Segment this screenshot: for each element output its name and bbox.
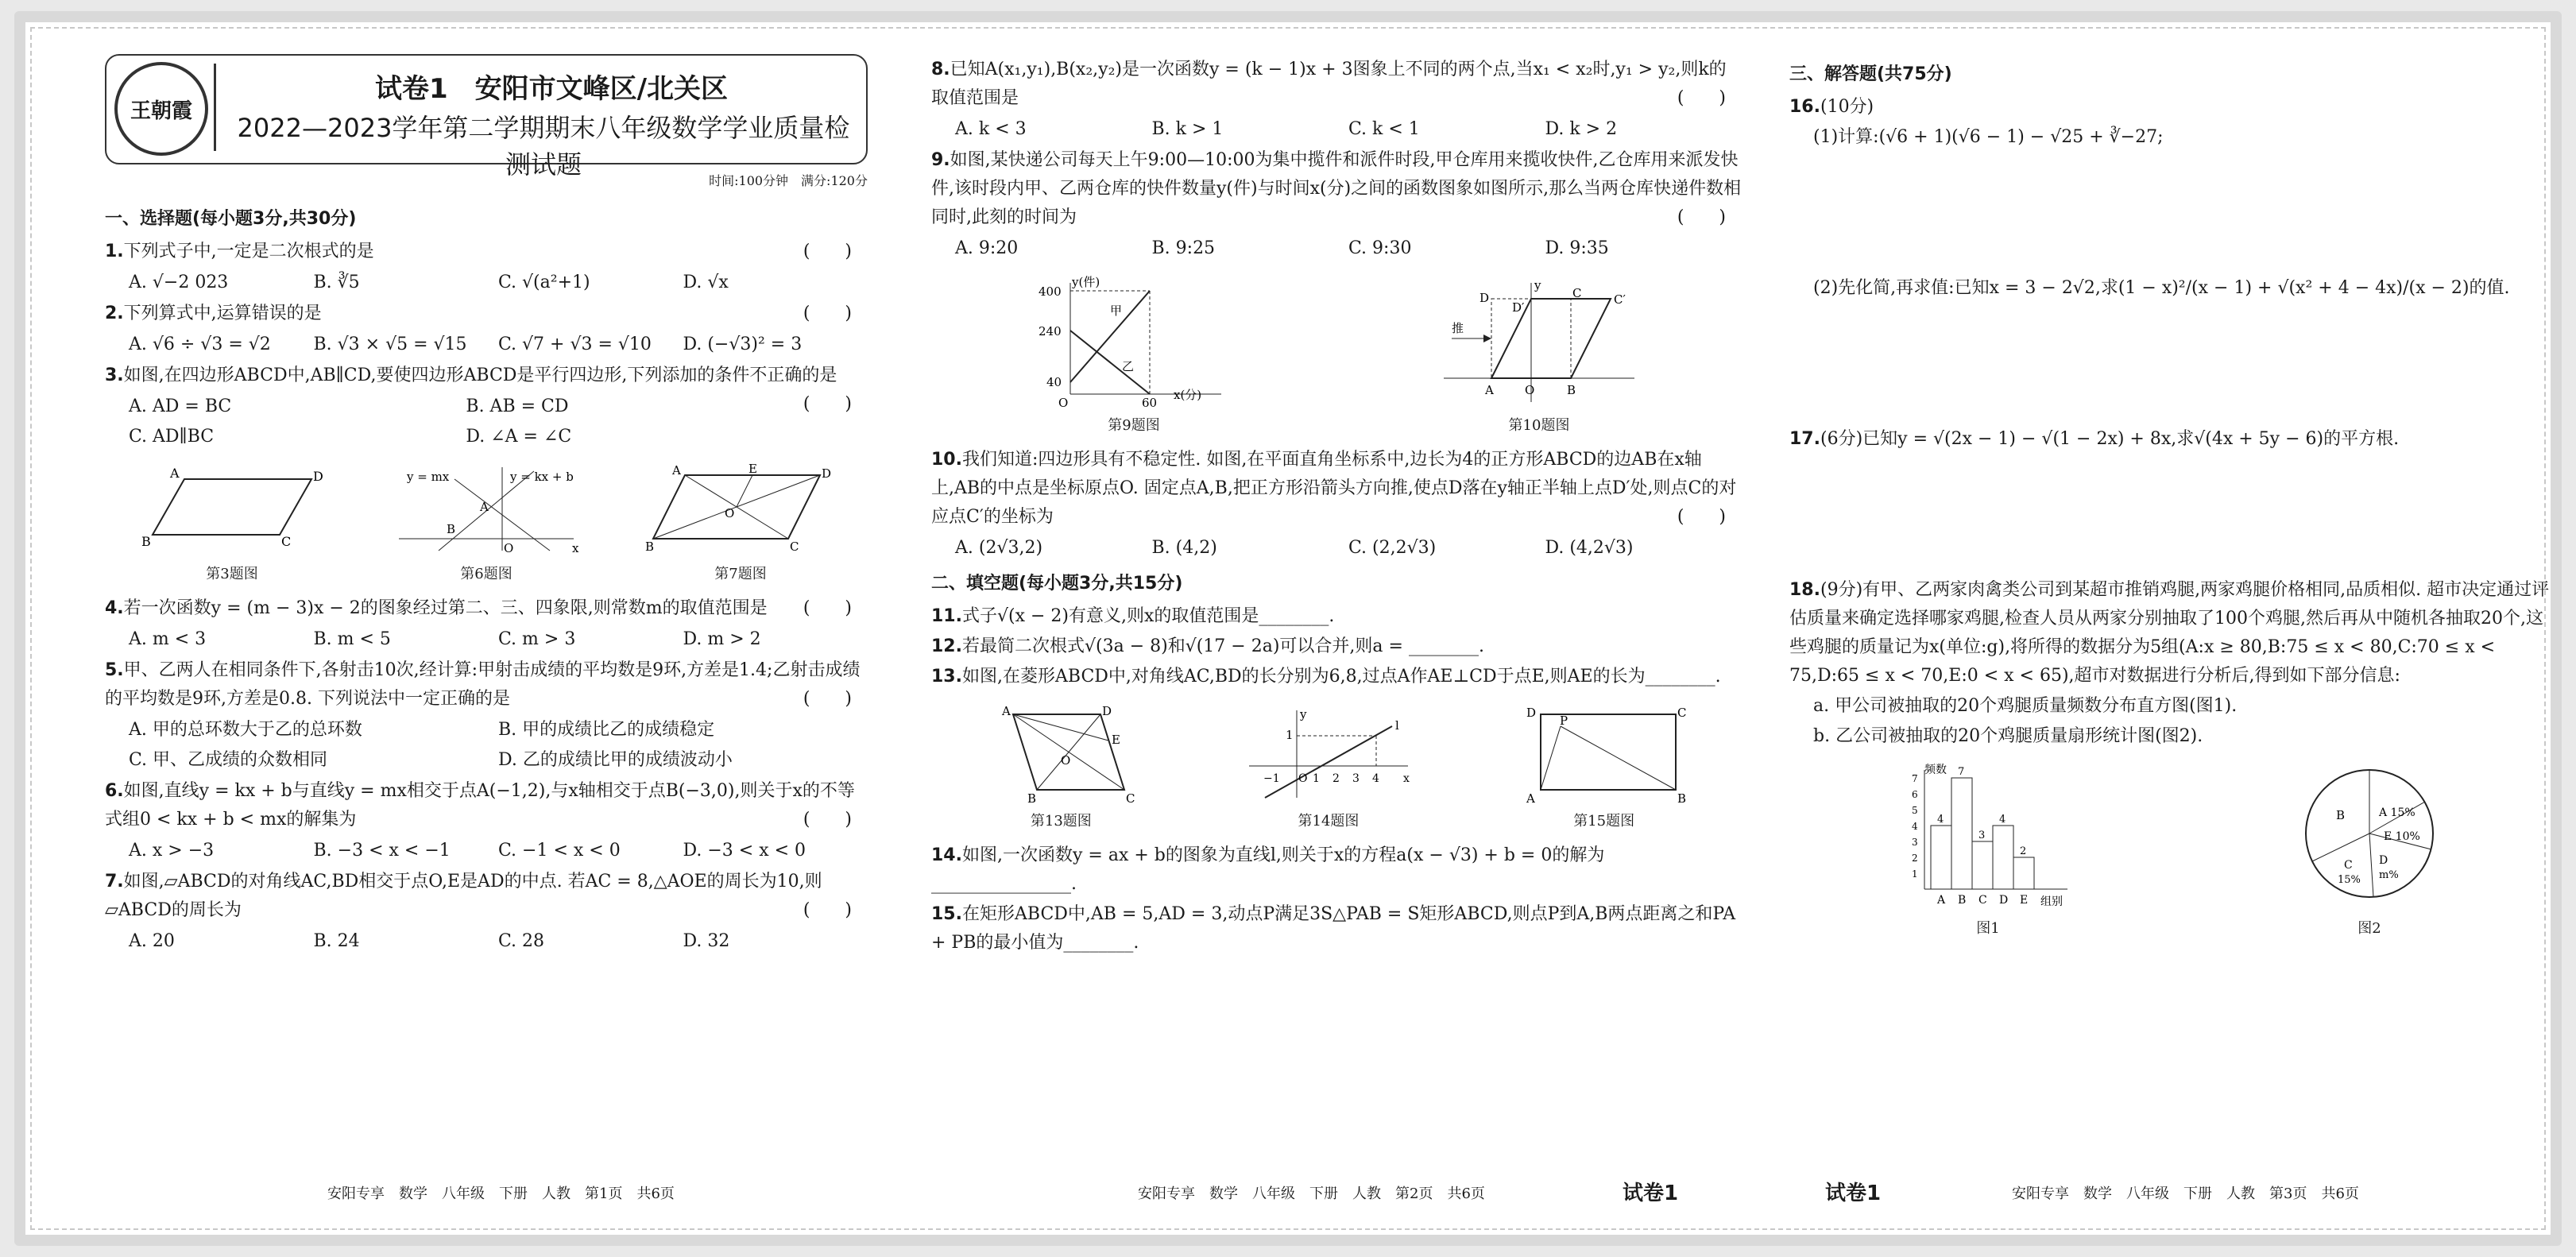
option: B. m < 5 bbox=[313, 629, 391, 649]
question-17 bbox=[1789, 425, 2552, 454]
figures-row-2 bbox=[931, 275, 1742, 435]
svg-text:B: B bbox=[141, 534, 151, 549]
category-label: B bbox=[1958, 894, 1967, 907]
option: A. 9:20 bbox=[955, 238, 1019, 258]
q-number: 3. bbox=[105, 365, 124, 385]
q2-options bbox=[129, 330, 868, 360]
svg-text:P: P bbox=[1559, 714, 1568, 728]
figures-row-3 bbox=[931, 702, 1742, 830]
svg-text:40: 40 bbox=[1046, 375, 1062, 389]
q-text: (9分)有甲、乙两家肉禽类公司到某超市推销鸡腿,两家鸡腿价格相同,品质相似. 超市决定通过评估质量来确定选择哪家鸡腿,检查人员从两家分别抽取了100个鸡腿,然后再从中随机各抽取20个,这些鸡腿的质量记为x(单位:g),将所得的数据分为5组(A:x ≥ 80,B:75 ≤ x < 80,C:70 ≤ x < 75,D:65 ≤ x < 70,E:0 < x < 65),超市对数据进行分析后,得到如下部分信息: bbox=[1789, 580, 2550, 686]
category-label: A bbox=[1937, 894, 1946, 907]
option: C. √7 + √3 = √10 bbox=[498, 335, 652, 354]
pie-label: C bbox=[2344, 859, 2353, 872]
answer-paren: ( ) bbox=[803, 304, 852, 323]
option: D. k > 2 bbox=[1545, 119, 1618, 139]
q4-options bbox=[129, 625, 868, 655]
question-4 bbox=[105, 594, 868, 623]
histogram-bar bbox=[1951, 778, 1972, 889]
pie-label: A 15% bbox=[2379, 806, 2415, 819]
bar-label: 3 bbox=[1978, 830, 1986, 841]
section-3-title: 三、解答题(共75分) bbox=[1789, 64, 1952, 84]
question-2 bbox=[105, 300, 868, 328]
option: D. 32 bbox=[683, 931, 730, 951]
footer-page-3: 安阳专享 数学 八年级 下册 人教 第3页 共6页 bbox=[2012, 1185, 2359, 1202]
option: D. 乙的成绩比甲的成绩波动小 bbox=[498, 750, 733, 770]
svg-text:A: A bbox=[480, 500, 489, 514]
question-10 bbox=[931, 446, 1742, 532]
figure-q13 bbox=[981, 702, 1140, 830]
svg-text:D: D bbox=[822, 466, 832, 481]
q-number: 15. bbox=[931, 904, 962, 924]
pie-chart bbox=[2290, 762, 2449, 913]
svg-text:x: x bbox=[572, 541, 579, 555]
question-11 bbox=[931, 602, 1742, 631]
option: C. AD∥BC bbox=[129, 427, 215, 447]
figures-row-1 bbox=[105, 463, 868, 583]
exam-meta: 时间:100分钟 满分:120分 bbox=[709, 173, 868, 188]
rectangle-figure bbox=[1517, 702, 1692, 806]
option: C. k < 1 bbox=[1348, 119, 1420, 139]
category-label: E bbox=[2020, 894, 2029, 907]
q-text: 如图,在四边形ABCD中,AB∥CD,要使四边形ABCD是平行四边形,下列添加的条件不正确的是 bbox=[123, 365, 837, 385]
option: A. 20 bbox=[129, 931, 175, 951]
bar-label: 4 bbox=[1999, 814, 2006, 826]
q3-options bbox=[129, 392, 803, 452]
q7-options bbox=[129, 926, 868, 957]
svg-text:C: C bbox=[1572, 286, 1582, 300]
question-5 bbox=[105, 656, 868, 714]
option: C. m > 3 bbox=[498, 629, 576, 649]
histogram-bar bbox=[1993, 826, 2013, 889]
figure-caption: 第9题图 bbox=[1108, 417, 1160, 434]
option: A. √−2 023 bbox=[129, 273, 229, 292]
histogram-bar bbox=[1972, 841, 1993, 889]
svg-text:O: O bbox=[504, 541, 514, 555]
option: B. 9:25 bbox=[1151, 238, 1216, 258]
q-text: (6分)已知y = √(2x − 1) − √(1 − 2x) + 8x,求√(4x + 5y − 6)的平方根. bbox=[1820, 429, 2400, 449]
footer-page-1: 安阳专享 数学 八年级 下册 人教 第1页 共6页 bbox=[327, 1185, 675, 1202]
option: D. −3 < x < 0 bbox=[683, 841, 806, 861]
question-18 bbox=[1789, 576, 2552, 690]
svg-text:A: A bbox=[1526, 791, 1535, 806]
question-15 bbox=[931, 900, 1742, 957]
svg-text:E: E bbox=[1112, 733, 1121, 747]
q16-part1: (1)计算:(√6 + 1)(√6 − 1) − √25 + ∛−27; bbox=[1813, 127, 2164, 147]
answer-paren: ( ) bbox=[1677, 207, 1726, 227]
y-tick: 3 bbox=[1912, 837, 1918, 848]
option: C. √(a²+1) bbox=[498, 273, 590, 292]
svg-text:B: B bbox=[645, 540, 655, 554]
svg-text:−1: −1 bbox=[1263, 772, 1280, 785]
option: B. 24 bbox=[313, 931, 360, 951]
q-text: 如图,▱ABCD的对角线AC,BD相交于点O,E是AD的中点. 若AC = 8,△AOE的周长为10,则▱ABCD的周长为 bbox=[105, 872, 822, 920]
option: A. k < 3 bbox=[955, 119, 1027, 139]
answer-paren: ( ) bbox=[803, 900, 852, 920]
svg-text:D: D bbox=[313, 469, 323, 484]
figure-caption: 第7题图 bbox=[714, 566, 767, 582]
svg-text:1: 1 bbox=[1312, 772, 1320, 785]
svg-text:400: 400 bbox=[1039, 284, 1062, 299]
figure-q3 bbox=[137, 463, 327, 583]
q-text: 若最简二次根式√(3a − 8)和√(17 − 2a)可以合并,则a = ________. bbox=[961, 636, 1484, 656]
option: A. 甲的总环数大于乙的总环数 bbox=[129, 720, 362, 740]
option: A. AD = BC bbox=[129, 396, 232, 416]
svg-text:乙: 乙 bbox=[1122, 359, 1135, 373]
option: B. AB = CD bbox=[466, 396, 569, 416]
q-number: 12. bbox=[931, 636, 962, 656]
svg-text:D: D bbox=[1102, 704, 1112, 718]
figure-caption: 图1 bbox=[1976, 920, 2000, 937]
q-text: 下列式子中,一定是二次根式的是 bbox=[123, 242, 374, 261]
q1-options bbox=[129, 268, 868, 298]
figure-caption: 图2 bbox=[2357, 920, 2381, 937]
histogram-bar bbox=[1931, 826, 1951, 889]
bar-label: 4 bbox=[1937, 814, 1944, 826]
parallelogram-figure bbox=[137, 463, 327, 559]
svg-text:D: D bbox=[1526, 706, 1536, 720]
x-label: 组别 bbox=[2040, 895, 2063, 908]
q-text: 在矩形ABCD中,AB = 5,AD = 3,动点P满足3S△PAB = S矩形ABCD,则点P到A,B两点距离之和PA + PB的最小值为________. bbox=[931, 904, 1736, 953]
histogram-figure bbox=[1893, 762, 2083, 938]
answer-space bbox=[1789, 153, 2552, 273]
q10-options bbox=[955, 533, 1742, 563]
title-box bbox=[105, 54, 868, 180]
section-1-title: 一、选择题(每小题3分,共30分) bbox=[105, 209, 357, 229]
parallelogram-diagonals-figure bbox=[645, 463, 836, 559]
question-6 bbox=[105, 777, 868, 834]
option: B. k > 1 bbox=[1151, 119, 1224, 139]
pie-label: m% bbox=[2379, 869, 2399, 881]
question-8 bbox=[931, 56, 1742, 113]
svg-text:240: 240 bbox=[1039, 324, 1062, 338]
q-number: 16. bbox=[1789, 97, 1820, 117]
y-tick: 5 bbox=[1912, 805, 1918, 816]
answer-paren: ( ) bbox=[803, 598, 852, 618]
q8-options bbox=[955, 114, 1742, 145]
footer-page-2: 安阳专享 数学 八年级 下册 人教 第2页 共6页 bbox=[1138, 1185, 1485, 1202]
option: B. 甲的成绩比乙的成绩稳定 bbox=[498, 720, 715, 740]
pie-label: 15% bbox=[2338, 874, 2361, 886]
svg-text:B: B bbox=[1027, 791, 1037, 806]
line-l-figure bbox=[1241, 702, 1416, 806]
svg-text:A: A bbox=[170, 466, 180, 481]
svg-text:2: 2 bbox=[1332, 772, 1340, 785]
svg-text:C: C bbox=[790, 540, 799, 554]
rhombus-figure bbox=[981, 702, 1140, 806]
y-tick: 7 bbox=[1912, 773, 1918, 784]
exam-subtitle: 2022—2023学年第二学期期末八年级数学学业质量检测试题 bbox=[237, 113, 850, 180]
q-text: 式子√(x − 2)有意义,则x的取值范围是________. bbox=[961, 606, 1335, 626]
option: C. 28 bbox=[498, 931, 545, 951]
answer-space bbox=[1789, 455, 2552, 574]
svg-text:O: O bbox=[1061, 753, 1071, 768]
q-text: 若一次函数y = (m − 3)x − 2的图象经过第二、三、四象限,则常数m的取值范围是 bbox=[123, 598, 768, 618]
y-tick: 1 bbox=[1912, 868, 1918, 880]
svg-text:60: 60 bbox=[1142, 396, 1158, 410]
q-text: 我们知道:四边形具有不稳定性. 如图,在平面直角坐标系中,边长为4的正方形ABCD的边AB在x轴上,AB的中点是坐标原点O. 固定点A,B,把正方形沿箭头方向推,使点D落在y轴正半轴上点D′处,则点C的对应点C′的坐标为 bbox=[931, 450, 1737, 527]
answer-paren: ( ) bbox=[1677, 507, 1726, 527]
svg-text:O: O bbox=[1058, 396, 1069, 410]
q-score: (10分) bbox=[1820, 97, 1874, 117]
figure-caption: 第13题图 bbox=[1030, 813, 1092, 830]
q-text: 如图,在菱形ABCD中,对角线AC,BD的长分别为6,8,过点A作AE⊥CD于点E,则AE的长为________. bbox=[961, 667, 1721, 687]
figure-caption: 第10题图 bbox=[1508, 417, 1570, 434]
svg-text:x(分): x(分) bbox=[1174, 388, 1202, 402]
svg-text:l: l bbox=[1394, 718, 1399, 733]
section-2-title: 二、填空题(每小题3分,共15分) bbox=[931, 574, 1183, 594]
exam-title: 试卷1 安阳市文峰区/北关区 bbox=[374, 73, 729, 105]
q-number: 13. bbox=[931, 667, 962, 687]
svg-text:x: x bbox=[1402, 772, 1410, 785]
svg-text:O: O bbox=[725, 506, 735, 520]
q-number: 8. bbox=[931, 60, 950, 79]
bar-label: 2 bbox=[2020, 845, 2027, 857]
figure-q14 bbox=[1241, 702, 1416, 830]
q5-options bbox=[129, 715, 868, 775]
pie-label: E 10% bbox=[2384, 830, 2420, 843]
q-number: 7. bbox=[105, 872, 124, 892]
answer-space bbox=[1789, 304, 2552, 424]
option: C. −1 < x < 0 bbox=[498, 841, 621, 861]
option: B. (4,2) bbox=[1151, 538, 1217, 558]
question-1 bbox=[105, 238, 868, 266]
svg-text:推: 推 bbox=[1452, 321, 1464, 335]
answer-paren: ( ) bbox=[803, 394, 852, 414]
q-text: 已知A(x₁,y₁),B(x₂,y₂)是一次函数y = (k − 1)x + 3图象上不同的两个点,当x₁ < x₂时,y₁ > y₂,则k的取值范围是 bbox=[931, 60, 1727, 108]
stats-figures bbox=[1789, 762, 2552, 938]
column-1 bbox=[105, 54, 868, 957]
q6-options bbox=[129, 836, 868, 866]
option: A. m < 3 bbox=[129, 629, 207, 649]
y-tick: 2 bbox=[1912, 853, 1918, 864]
q-number: 2. bbox=[105, 304, 124, 323]
svg-text:A: A bbox=[1002, 704, 1011, 718]
q-number: 5. bbox=[105, 660, 124, 680]
option: D. (4,2√3) bbox=[1545, 538, 1634, 558]
exam-tag: 试卷1 bbox=[1825, 1182, 1882, 1205]
svg-text:D′: D′ bbox=[1512, 300, 1525, 315]
q-text: 如图,直线y = kx + b与直线y = mx相交于点A(−1,2),与x轴相交于点B(−3,0),则关于x的不等式组0 < kx + b < mx的解集为 bbox=[105, 781, 855, 830]
divider bbox=[214, 64, 216, 151]
y-label: 频数 bbox=[1924, 764, 1947, 776]
option: C. 甲、乙成绩的众数相同 bbox=[129, 750, 328, 770]
option: B. −3 < x < −1 bbox=[313, 841, 451, 861]
question-16 bbox=[1789, 93, 2552, 122]
svg-text:y = kx + b: y = kx + b bbox=[510, 470, 574, 484]
logo: 王朝霞 bbox=[114, 62, 208, 156]
q-number: 9. bbox=[931, 150, 950, 170]
svg-text:O: O bbox=[1525, 383, 1535, 397]
option: A. (2√3,2) bbox=[955, 538, 1043, 558]
square-push-figure bbox=[1436, 275, 1642, 410]
svg-text:C: C bbox=[1677, 706, 1687, 720]
svg-text:B: B bbox=[1677, 791, 1686, 806]
q-number: 10. bbox=[931, 450, 962, 470]
q18-info-b: b. 乙公司被抽取的20个鸡腿质量扇形统计图(图2). bbox=[1813, 726, 2203, 746]
svg-text:4: 4 bbox=[1371, 772, 1379, 785]
q-number: 1. bbox=[105, 242, 124, 261]
option: A. √6 ÷ √3 = √2 bbox=[129, 335, 271, 354]
svg-text:E: E bbox=[748, 463, 757, 476]
svg-text:1: 1 bbox=[1285, 728, 1294, 742]
q-number: 11. bbox=[931, 606, 962, 626]
figure-caption: 第6题图 bbox=[460, 566, 512, 582]
y-tick: 4 bbox=[1912, 821, 1918, 832]
option: A. x > −3 bbox=[129, 841, 215, 861]
q-text: 甲、乙两人在相同条件下,各射击10次,经计算:甲射击成绩的平均数是9环,方差是1.4;乙射击成绩的平均数是9环,方差是0.8. 下列说法中一定正确的是 bbox=[105, 660, 861, 709]
pie-figure bbox=[2290, 762, 2449, 938]
answer-paren: ( ) bbox=[1677, 88, 1726, 108]
q9-options bbox=[955, 234, 1742, 264]
question-14 bbox=[931, 841, 1742, 899]
svg-text:D: D bbox=[1479, 291, 1490, 305]
lines-figure bbox=[391, 463, 582, 559]
q16-part2: (2)先化简,再求值:已知x = 3 − 2√2,求(1 − x)²/(x − 1) + √(x² + 4 − 4x)/(x − 2)的值. bbox=[1813, 278, 2510, 298]
svg-text:y = mx: y = mx bbox=[407, 470, 450, 484]
exam-tag: 试卷1 bbox=[1623, 1182, 1679, 1205]
q-number: 4. bbox=[105, 598, 124, 618]
q18-info-a: a. 甲公司被抽取的20个鸡腿质量频数分布直方图(图1). bbox=[1813, 696, 2238, 716]
figure-q10 bbox=[1436, 275, 1642, 435]
option: B. ∛5 bbox=[313, 273, 360, 292]
histogram bbox=[1893, 762, 2083, 913]
option: B. √3 × √5 = √15 bbox=[313, 335, 467, 354]
figure-q7 bbox=[645, 463, 836, 583]
option: D. √x bbox=[683, 273, 729, 292]
answer-paren: ( ) bbox=[803, 242, 852, 261]
figure-q15 bbox=[1517, 702, 1692, 830]
column-3 bbox=[1789, 54, 2552, 949]
option: C. 9:30 bbox=[1348, 238, 1412, 258]
q-number: 14. bbox=[931, 845, 962, 865]
option: D. 9:35 bbox=[1545, 238, 1609, 258]
figure-q9 bbox=[1031, 275, 1237, 435]
svg-text:A: A bbox=[1485, 383, 1494, 397]
category-label: D bbox=[1999, 894, 2009, 907]
option: D. m > 2 bbox=[683, 629, 761, 649]
bar-label: 7 bbox=[1958, 766, 1965, 778]
q-text: 下列算式中,运算错误的是 bbox=[123, 304, 322, 323]
warehouse-graph bbox=[1031, 275, 1237, 410]
figure-caption: 第3题图 bbox=[206, 566, 258, 582]
answer-paren: ( ) bbox=[803, 689, 852, 709]
svg-text:B: B bbox=[1567, 383, 1576, 397]
q-number: 6. bbox=[105, 781, 124, 801]
svg-text:y: y bbox=[1534, 278, 1541, 292]
figure-caption: 第14题图 bbox=[1298, 813, 1360, 830]
q-text: 如图,某快递公司每天上午9:00—10:00为集中揽件和派件时段,甲仓库用来揽收快件,乙仓库用来派发快件,该时段内甲、乙两仓库的快件数量y(件)与时间x(分)之间的函数图象如图所示,那么当两仓库快递件数相同时,此刻的时间为 bbox=[931, 150, 1742, 227]
option: D. (−√3)² = 3 bbox=[683, 335, 803, 354]
category-label: C bbox=[1978, 894, 1987, 907]
answer-paren: ( ) bbox=[803, 810, 852, 830]
svg-text:3: 3 bbox=[1352, 772, 1360, 785]
svg-text:y(件): y(件) bbox=[1072, 275, 1100, 289]
figure-q6 bbox=[391, 463, 582, 583]
pie-label: D bbox=[2379, 854, 2388, 867]
column-2 bbox=[931, 54, 1742, 959]
y-tick: 6 bbox=[1912, 789, 1918, 800]
svg-text:B: B bbox=[447, 522, 456, 536]
figure-caption: 第15题图 bbox=[1573, 813, 1635, 830]
svg-text:C′: C′ bbox=[1614, 292, 1626, 307]
pie-label: B bbox=[2336, 808, 2346, 822]
question-13 bbox=[931, 663, 1742, 691]
svg-text:y: y bbox=[1299, 707, 1307, 721]
q-number: 17. bbox=[1789, 429, 1820, 449]
question-9 bbox=[931, 146, 1742, 232]
q-text: 如图,一次函数y = ax + b的图象为直线l,则关于x的方程a(x − √3) + b = 0的解为________________. bbox=[931, 845, 1605, 894]
question-12 bbox=[931, 632, 1742, 661]
svg-text:C: C bbox=[1126, 791, 1135, 806]
svg-text:C: C bbox=[281, 534, 292, 549]
svg-text:O: O bbox=[1298, 772, 1308, 785]
option: C. (2,2√3) bbox=[1348, 538, 1437, 558]
q-number: 18. bbox=[1789, 580, 1820, 600]
svg-text:A: A bbox=[672, 463, 681, 478]
question-7 bbox=[105, 868, 868, 925]
option: D. ∠A = ∠C bbox=[466, 427, 572, 447]
svg-text:甲: 甲 bbox=[1110, 304, 1123, 318]
histogram-bar bbox=[2013, 857, 2034, 889]
exam-sheet bbox=[14, 11, 2562, 1246]
